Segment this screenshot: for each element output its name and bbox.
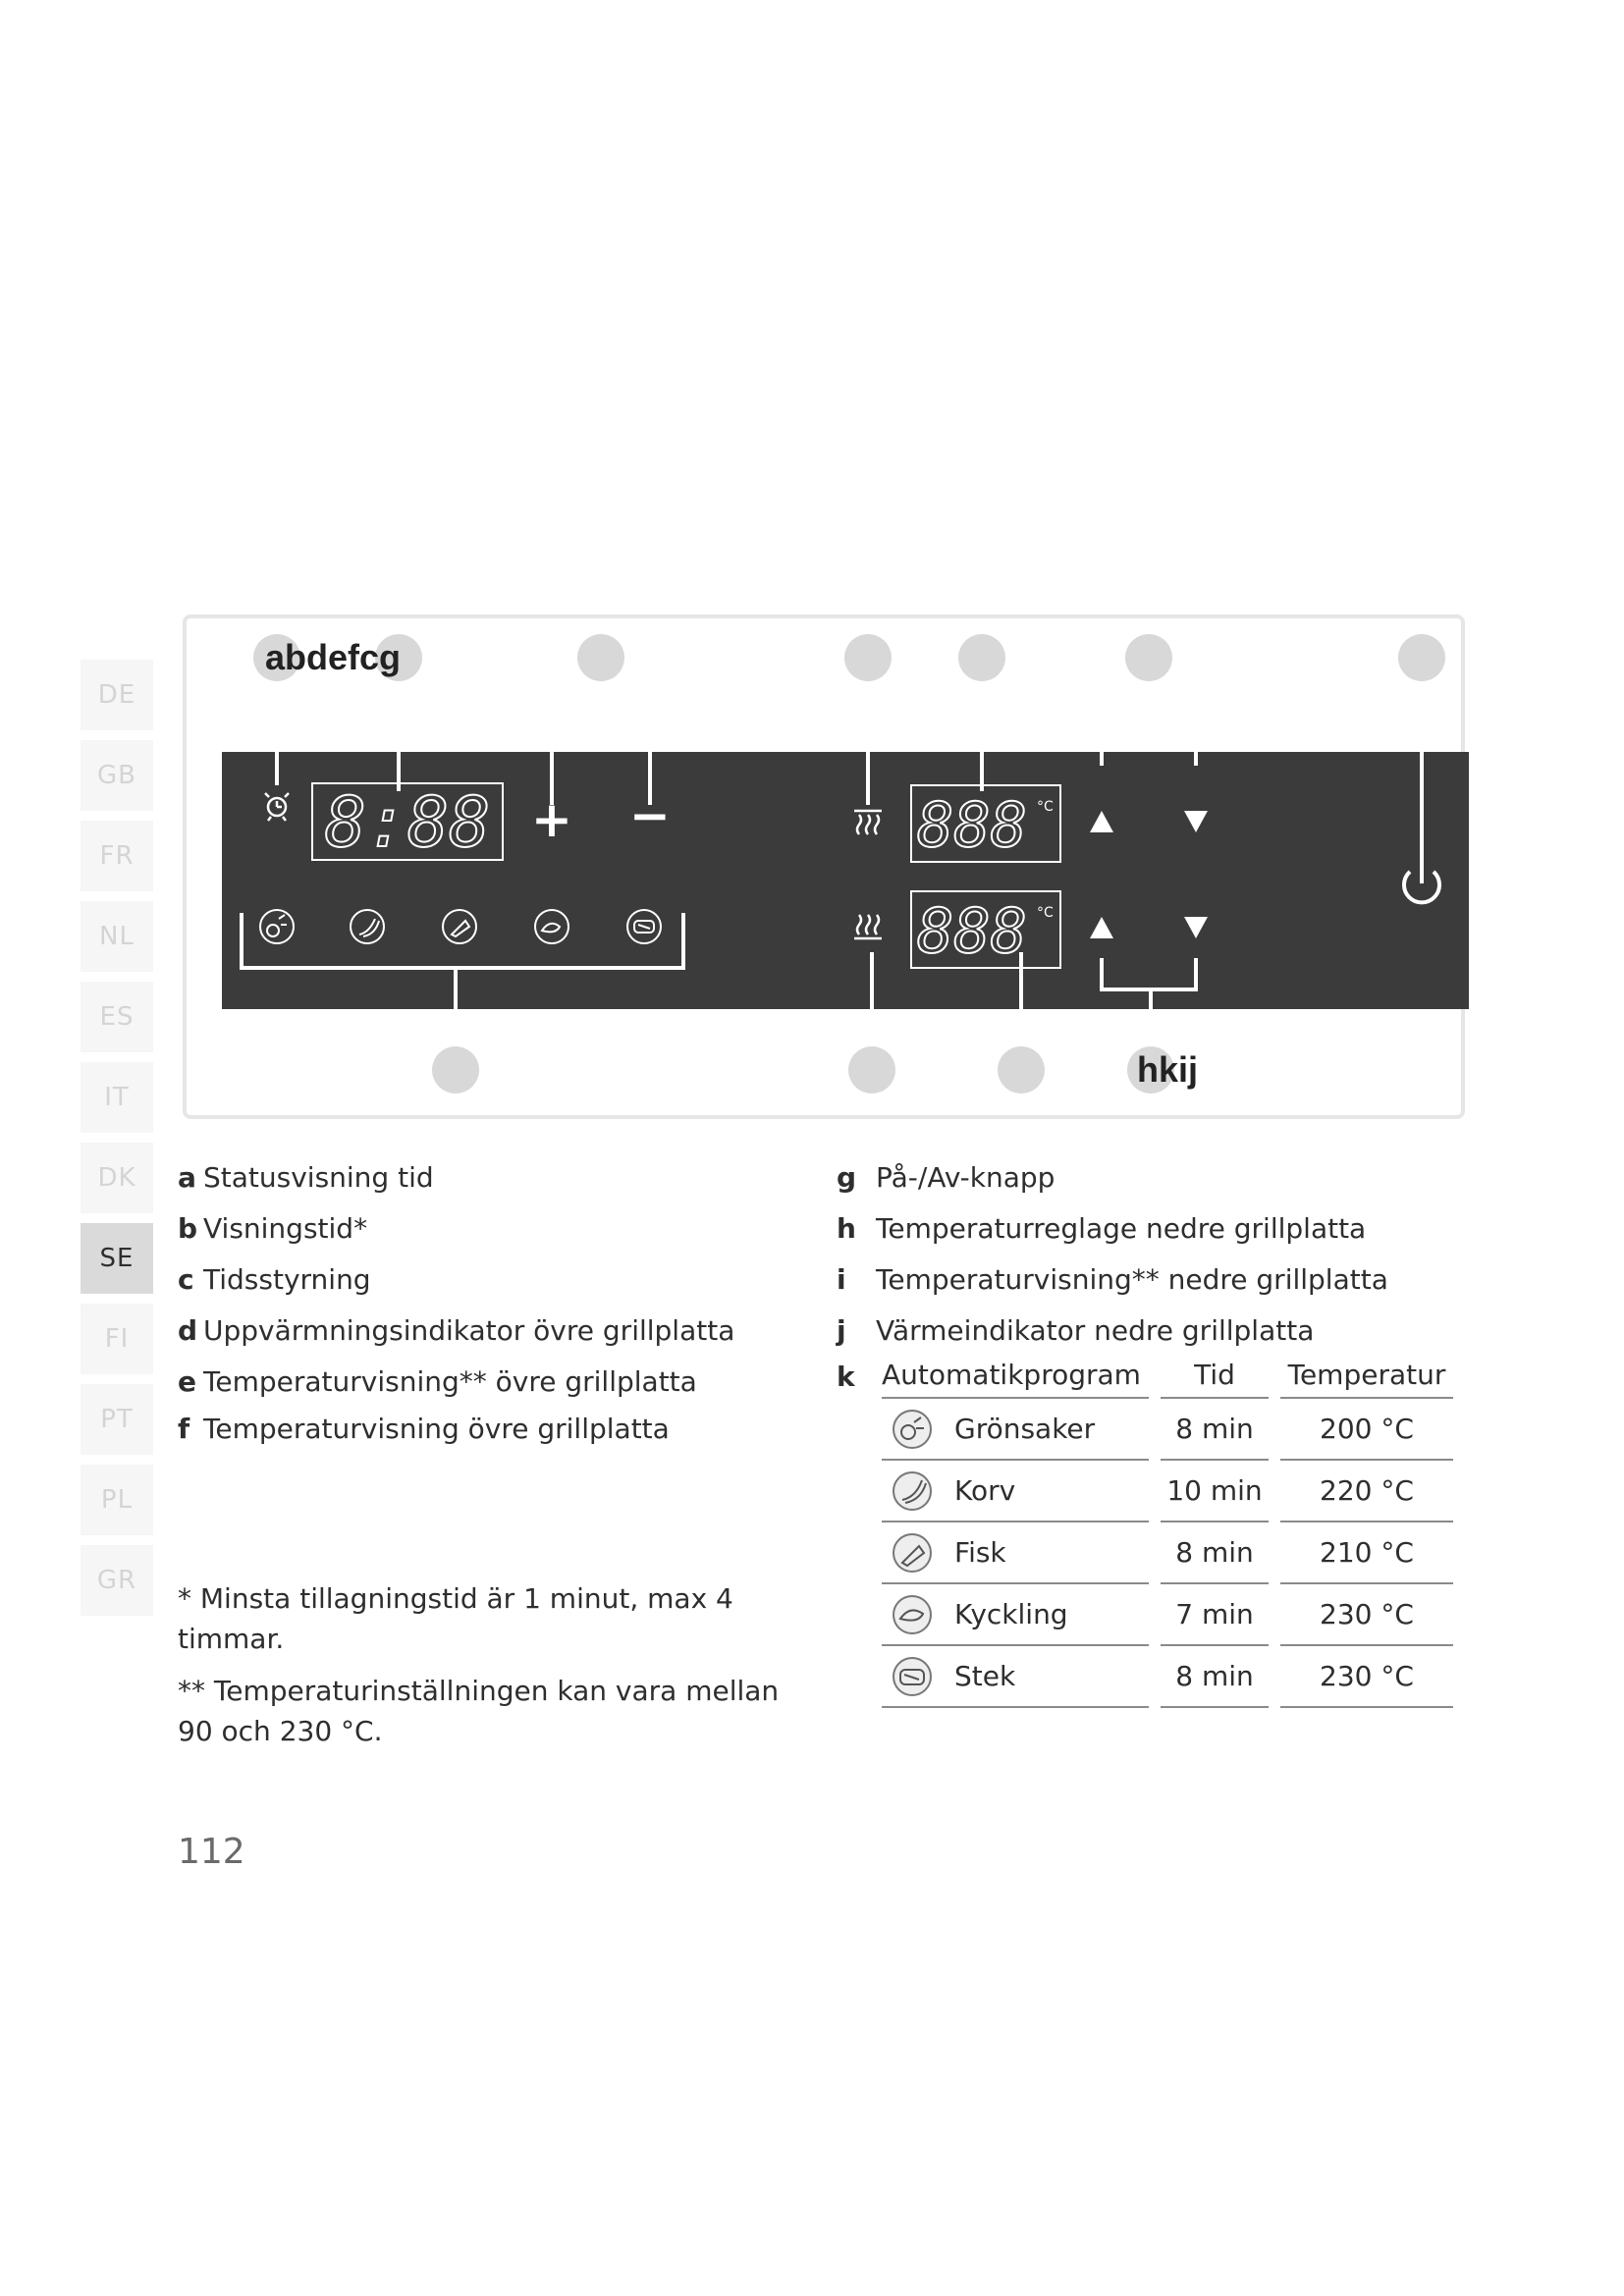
lang-tab-gr[interactable]: GR bbox=[81, 1545, 153, 1616]
footnote-min-time: * Minsta tillagningstid är 1 minut, max 4 timmar. bbox=[178, 1582, 733, 1655]
lang-tab-pl[interactable]: PL bbox=[81, 1465, 153, 1535]
table-row bbox=[882, 1461, 1453, 1522]
footnotes bbox=[178, 1578, 786, 1763]
steak-icon bbox=[892, 1656, 933, 1697]
lang-tab-fr[interactable]: FR bbox=[81, 821, 153, 891]
legend-item: g På-/Av-knapp bbox=[837, 1161, 1056, 1194]
program-table-header bbox=[882, 1352, 1453, 1399]
lang-tab-nl[interactable]: NL bbox=[81, 901, 153, 972]
lang-tab-de[interactable]: DE bbox=[81, 660, 153, 730]
sausage-icon bbox=[892, 1470, 933, 1512]
legend-item: e Temperaturvisning** övre grillplatta bbox=[178, 1365, 697, 1398]
upper-temp-display: 888 bbox=[917, 789, 1027, 861]
program-time: 7 min bbox=[1161, 1584, 1269, 1646]
program-temp: 230 °C bbox=[1280, 1646, 1453, 1708]
program-table-key: k bbox=[837, 1361, 855, 1393]
lang-tab-se[interactable]: SE bbox=[81, 1223, 153, 1294]
callout-label-bottom: hkij bbox=[1137, 1049, 1199, 1090]
legend-left bbox=[178, 1152, 734, 1455]
header-program: Automatikprogram bbox=[882, 1352, 1149, 1399]
legend-item: d Uppvärmningsindikator övre grillplatta bbox=[178, 1314, 735, 1347]
header-temperature: Temperatur bbox=[1280, 1352, 1453, 1399]
control-panel-diagram bbox=[183, 614, 1465, 1119]
legend-item: h Temperaturreglage nedre grillplatta bbox=[837, 1212, 1367, 1245]
callout-markers-top bbox=[253, 634, 1445, 681]
table-row bbox=[882, 1399, 1453, 1461]
legend-item: c Tidsstyrning bbox=[178, 1263, 371, 1296]
program-temp: 200 °C bbox=[1280, 1399, 1453, 1461]
legend-item: i Temperaturvisning** nedre grillplatta bbox=[837, 1263, 1388, 1296]
control-panel-illustration bbox=[187, 618, 1469, 1123]
table-row bbox=[882, 1646, 1453, 1708]
legend-item: j Värmeindikator nedre grillplatta bbox=[837, 1314, 1315, 1347]
upper-temp-unit: °C bbox=[1037, 799, 1054, 815]
lower-temp-display: 888 bbox=[917, 895, 1027, 967]
program-name: Grönsaker bbox=[954, 1413, 1096, 1445]
footnote-temp-range: ** Temperaturinställningen kan vara mellan 90 och 230 °C. bbox=[178, 1675, 780, 1747]
legend-right bbox=[837, 1152, 1388, 1357]
vegetables-icon bbox=[892, 1409, 933, 1450]
program-name: Stek bbox=[954, 1660, 1016, 1692]
program-table bbox=[882, 1352, 1453, 1708]
lang-tab-fi[interactable]: FI bbox=[81, 1304, 153, 1374]
callout-markers-bottom bbox=[432, 1046, 1174, 1094]
program-name: Korv bbox=[954, 1474, 1016, 1507]
fish-icon bbox=[892, 1532, 933, 1574]
lang-tab-pt[interactable]: PT bbox=[81, 1384, 153, 1455]
legend-item: b Visningstid* bbox=[178, 1212, 368, 1245]
lang-tab-gb[interactable]: GB bbox=[81, 740, 153, 811]
page-number: 112 bbox=[178, 1832, 245, 1872]
plus-button[interactable]: + bbox=[531, 791, 572, 848]
language-tabs bbox=[81, 660, 153, 1626]
program-temp: 230 °C bbox=[1280, 1584, 1453, 1646]
program-temp: 220 °C bbox=[1280, 1461, 1453, 1522]
minus-button[interactable]: − bbox=[629, 787, 671, 844]
program-time: 8 min bbox=[1161, 1399, 1269, 1461]
callout-label-top: abdefcg bbox=[265, 637, 402, 677]
chicken-icon bbox=[892, 1594, 933, 1635]
lang-tab-dk[interactable]: DK bbox=[81, 1143, 153, 1213]
lang-tab-es[interactable]: ES bbox=[81, 982, 153, 1052]
table-row bbox=[882, 1522, 1453, 1584]
program-time: 10 min bbox=[1161, 1461, 1269, 1522]
program-name: Fisk bbox=[954, 1536, 1006, 1569]
program-time: 8 min bbox=[1161, 1522, 1269, 1584]
program-name: Kyckling bbox=[954, 1598, 1068, 1630]
time-display: 8:88 bbox=[324, 782, 491, 863]
program-temp: 210 °C bbox=[1280, 1522, 1453, 1584]
legend-item: f Temperaturvisning övre grillplatta bbox=[178, 1413, 670, 1445]
lang-tab-it[interactable]: IT bbox=[81, 1062, 153, 1133]
header-time: Tid bbox=[1161, 1352, 1269, 1399]
program-time: 8 min bbox=[1161, 1646, 1269, 1708]
legend-item: a Statusvisning tid bbox=[178, 1161, 434, 1194]
table-row bbox=[882, 1584, 1453, 1646]
lower-temp-unit: °C bbox=[1037, 905, 1054, 921]
